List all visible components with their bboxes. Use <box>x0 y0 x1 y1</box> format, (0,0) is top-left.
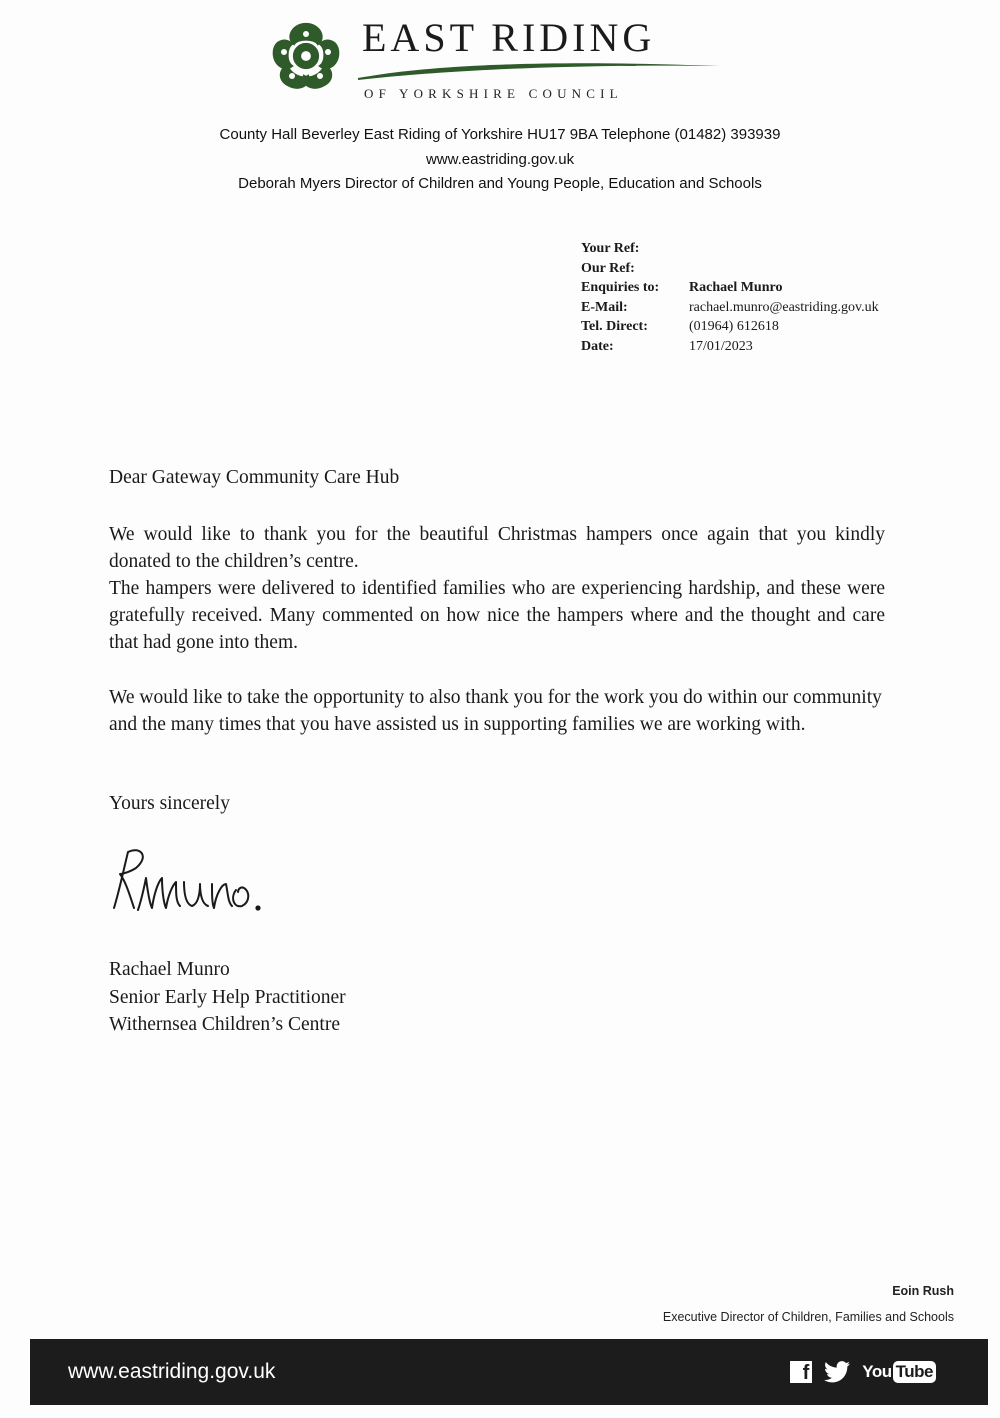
signatory-title: Senior Early Help Practitioner <box>109 986 346 1008</box>
ref-value-email[interactable]: rachael.munro@eastriding.gov.uk <box>689 299 879 315</box>
ref-label: Your Ref: <box>581 241 640 256</box>
ref-label: Our Ref: <box>581 260 635 276</box>
youtube-tube-text: Tube <box>893 1361 936 1383</box>
reference-block <box>581 239 879 356</box>
ref-label: Tel. Direct: <box>581 319 648 334</box>
council-website[interactable]: www.eastriding.gov.uk <box>425 151 575 168</box>
ref-label: E-Mail: <box>581 299 628 315</box>
ref-row-tel <box>581 317 879 337</box>
ref-row-our-ref <box>581 259 879 279</box>
footer-bar <box>30 1339 988 1405</box>
signatory-org: Withernsea Children’s Centre <box>109 1014 340 1035</box>
ref-value: Rachael Munro <box>689 280 783 295</box>
youtube-you-text: You <box>862 1362 892 1381</box>
ref-row-your-ref <box>581 239 879 259</box>
executive-name: Eoin Rush <box>892 1284 954 1298</box>
director-line: Deborah Myers Director of Children and Young People, Education and Schools <box>238 175 762 192</box>
handwritten-signature <box>100 838 340 918</box>
signatory-block <box>109 956 346 1039</box>
council-name: EAST RIDING <box>362 15 656 60</box>
executive-role: Executive Director of Children, Families and Schools <box>662 1310 954 1324</box>
council-subtitle: OF YORKSHIRE COUNCIL <box>364 86 623 101</box>
twitter-icon[interactable] <box>824 1361 850 1383</box>
yorkshire-rose-logo <box>268 18 344 94</box>
footer-website-link[interactable]: www.eastriding.gov.uk <box>68 1360 276 1383</box>
youtube-icon[interactable] <box>862 1361 936 1383</box>
ref-row-date <box>581 337 879 357</box>
ref-value: 17/01/2023 <box>689 338 753 354</box>
ref-label: Date: <box>581 338 614 354</box>
letter-paragraph-1 <box>109 521 885 656</box>
ref-label: Enquiries to: <box>581 280 660 295</box>
ref-row-email <box>581 298 879 318</box>
paragraph-text: We would like to thank you for the beautiful Christmas hampers once again that you kindly donated to the children’s centre. <box>109 524 885 572</box>
ref-value: (01964) 612618 <box>689 319 779 334</box>
social-links <box>790 1361 936 1383</box>
ref-row-enquiries <box>581 278 879 298</box>
council-address: County Hall Beverley East Riding of Yorkshire HU17 9BA Telephone (01482) 393939 <box>219 126 781 143</box>
paragraph-text: The hampers were delivered to identified families who are experiencing hardship, and these were gratefully received. Many commented on how nice the hampers where and the thought and care that had gone into them. <box>109 578 885 653</box>
closing: Yours sincerely <box>109 793 230 814</box>
facebook-icon[interactable]: f <box>790 1361 812 1383</box>
signatory-name: Rachael Munro <box>109 959 230 980</box>
letter-paragraph-2: We would like to take the opportunity to also thank you for the work you do within our community and the many times that you have assisted us in supporting families we are working with. <box>109 687 882 735</box>
salutation: Dear Gateway Community Care Hub <box>109 467 400 488</box>
brand-swoosh-line <box>356 60 722 82</box>
